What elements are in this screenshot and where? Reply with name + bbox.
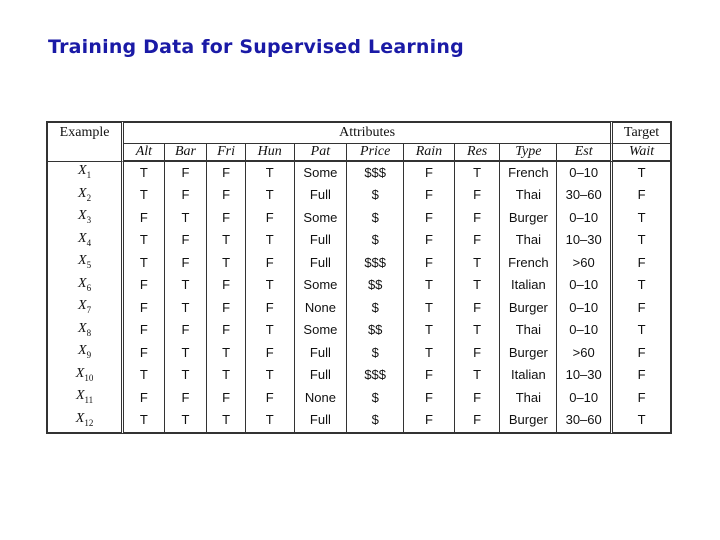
table-row — [46, 275, 672, 298]
column-header-price: Price — [347, 144, 404, 162]
cell-bar: T — [165, 365, 208, 388]
example-id-cell: $X_2$ — [46, 185, 124, 208]
cell-price: $ — [347, 342, 404, 365]
cell-price: $$ — [347, 275, 404, 298]
cell-pat: Some — [295, 320, 348, 343]
cell-res: T — [455, 320, 501, 343]
cell-alt: T — [124, 162, 165, 185]
example-id-cell: $X_1$ — [46, 162, 124, 185]
cell-est: 30–60 — [557, 185, 613, 208]
cell-est: >60 — [557, 252, 613, 275]
cell-hun: F — [246, 387, 295, 410]
cell-bar: T — [165, 275, 208, 298]
cell-fri: F — [207, 320, 246, 343]
cell-est: 0–10 — [557, 387, 613, 410]
cell-rain: F — [404, 185, 455, 208]
cell-alt: T — [124, 410, 165, 435]
cell-wait: F — [613, 297, 672, 320]
cell-res: F — [455, 410, 501, 435]
table-row — [46, 410, 672, 435]
cell-hun: T — [246, 162, 295, 185]
cell-est: 30–60 — [557, 410, 613, 435]
table-row — [46, 207, 672, 230]
cell-alt: F — [124, 342, 165, 365]
cell-wait: T — [613, 320, 672, 343]
example-header: Example — [46, 121, 124, 162]
table-row — [46, 297, 672, 320]
cell-pat: Some — [295, 207, 348, 230]
cell-price: $$$ — [347, 365, 404, 388]
cell-res: T — [455, 162, 501, 185]
table-row — [46, 230, 672, 253]
cell-alt: F — [124, 320, 165, 343]
cell-type: Thai — [500, 230, 557, 253]
example-id-cell: $X_{10}$ — [46, 365, 124, 388]
table-row — [46, 342, 672, 365]
cell-alt: F — [124, 297, 165, 320]
cell-price: $ — [347, 185, 404, 208]
cell-price: $$ — [347, 320, 404, 343]
cell-pat: None — [295, 387, 348, 410]
cell-price: $ — [347, 410, 404, 435]
example-id-cell: $X_7$ — [46, 297, 124, 320]
cell-res: F — [455, 342, 501, 365]
cell-alt: F — [124, 275, 165, 298]
cell-wait: T — [613, 162, 672, 185]
cell-price: $ — [347, 387, 404, 410]
cell-est: >60 — [557, 342, 613, 365]
cell-hun: T — [246, 410, 295, 435]
cell-fri: T — [207, 252, 246, 275]
cell-type: Italian — [500, 365, 557, 388]
cell-type: Burger — [500, 410, 557, 435]
attributes-header: Attributes — [124, 121, 613, 144]
cell-type: Italian — [500, 275, 557, 298]
cell-rain: F — [404, 410, 455, 435]
cell-rain: T — [404, 342, 455, 365]
column-header-wait: Wait — [613, 144, 672, 162]
cell-pat: Some — [295, 162, 348, 185]
table-row — [46, 252, 672, 275]
cell-wait: F — [613, 342, 672, 365]
training-data-table — [46, 121, 672, 434]
cell-fri: F — [207, 207, 246, 230]
cell-res: F — [455, 297, 501, 320]
cell-pat: None — [295, 297, 348, 320]
column-header-pat: Pat — [295, 144, 348, 162]
cell-rain: F — [404, 365, 455, 388]
cell-hun: F — [246, 207, 295, 230]
table-body — [46, 162, 672, 434]
example-id-cell: $X_5$ — [46, 252, 124, 275]
table-row — [46, 185, 672, 208]
table-row — [46, 162, 672, 185]
example-id-cell: $X_9$ — [46, 342, 124, 365]
cell-bar: T — [165, 342, 208, 365]
cell-bar: F — [165, 387, 208, 410]
cell-type: Burger — [500, 297, 557, 320]
cell-est: 0–10 — [557, 275, 613, 298]
cell-price: $ — [347, 230, 404, 253]
column-header-type: Type — [500, 144, 557, 162]
cell-wait: T — [613, 410, 672, 435]
cell-fri: T — [207, 342, 246, 365]
column-header-rain: Rain — [404, 144, 455, 162]
cell-rain: T — [404, 297, 455, 320]
cell-price: $ — [347, 207, 404, 230]
cell-hun: T — [246, 365, 295, 388]
table-row — [46, 387, 672, 410]
cell-rain: F — [404, 230, 455, 253]
cell-wait: F — [613, 185, 672, 208]
cell-fri: T — [207, 410, 246, 435]
cell-fri: F — [207, 387, 246, 410]
column-header-alt: Alt — [124, 144, 165, 162]
cell-hun: F — [246, 297, 295, 320]
cell-bar: T — [165, 297, 208, 320]
table-row — [46, 365, 672, 388]
example-id-cell: $X_8$ — [46, 320, 124, 343]
cell-pat: Full — [295, 230, 348, 253]
cell-type: French — [500, 252, 557, 275]
cell-type: Burger — [500, 207, 557, 230]
cell-type: Burger — [500, 342, 557, 365]
example-id-cell: $X_{12}$ — [46, 410, 124, 435]
cell-alt: T — [124, 252, 165, 275]
cell-rain: F — [404, 207, 455, 230]
cell-res: T — [455, 252, 501, 275]
cell-type: Thai — [500, 387, 557, 410]
cell-alt: F — [124, 207, 165, 230]
cell-price: $$$ — [347, 162, 404, 185]
cell-est: 10–30 — [557, 230, 613, 253]
cell-res: F — [455, 230, 501, 253]
cell-res: T — [455, 275, 501, 298]
cell-bar: T — [165, 207, 208, 230]
cell-hun: F — [246, 342, 295, 365]
cell-price: $$$ — [347, 252, 404, 275]
cell-wait: T — [613, 230, 672, 253]
example-id-cell: $X_6$ — [46, 275, 124, 298]
example-id-cell: $X_3$ — [46, 207, 124, 230]
cell-est: 0–10 — [557, 297, 613, 320]
cell-type: Thai — [500, 320, 557, 343]
cell-fri: T — [207, 230, 246, 253]
attribute-header-row — [46, 144, 672, 162]
slide-title: Training Data for Supervised Learning — [48, 36, 464, 58]
example-id-cell: $X_4$ — [46, 230, 124, 253]
cell-wait: T — [613, 275, 672, 298]
cell-pat: Full — [295, 252, 348, 275]
cell-wait: T — [613, 207, 672, 230]
cell-type: Thai — [500, 185, 557, 208]
cell-alt: T — [124, 230, 165, 253]
cell-res: F — [455, 387, 501, 410]
cell-bar: F — [165, 320, 208, 343]
column-header-res: Res — [455, 144, 501, 162]
cell-est: 10–30 — [557, 365, 613, 388]
column-header-fri: Fri — [207, 144, 246, 162]
cell-est: 0–10 — [557, 162, 613, 185]
cell-hun: T — [246, 185, 295, 208]
cell-est: 0–10 — [557, 207, 613, 230]
cell-alt: F — [124, 387, 165, 410]
cell-fri: F — [207, 185, 246, 208]
cell-alt: T — [124, 185, 165, 208]
column-header-est: Est — [557, 144, 613, 162]
table-row — [46, 320, 672, 343]
cell-rain: T — [404, 320, 455, 343]
example-id-cell: $X_{11}$ — [46, 387, 124, 410]
cell-pat: Full — [295, 410, 348, 435]
cell-rain: F — [404, 387, 455, 410]
cell-hun: T — [246, 320, 295, 343]
cell-pat: Full — [295, 185, 348, 208]
cell-pat: Some — [295, 275, 348, 298]
cell-price: $ — [347, 297, 404, 320]
cell-fri: T — [207, 365, 246, 388]
cell-fri: F — [207, 297, 246, 320]
cell-res: F — [455, 185, 501, 208]
cell-rain: F — [404, 252, 455, 275]
cell-rain: T — [404, 275, 455, 298]
cell-rain: F — [404, 162, 455, 185]
group-header-row — [46, 121, 672, 144]
cell-type: French — [500, 162, 557, 185]
cell-hun: T — [246, 230, 295, 253]
column-header-hun: Hun — [246, 144, 295, 162]
cell-bar: F — [165, 252, 208, 275]
cell-bar: F — [165, 185, 208, 208]
cell-bar: T — [165, 410, 208, 435]
column-header-bar: Bar — [165, 144, 208, 162]
cell-res: F — [455, 207, 501, 230]
cell-pat: Full — [295, 365, 348, 388]
cell-fri: F — [207, 162, 246, 185]
cell-alt: T — [124, 365, 165, 388]
target-header: Target — [613, 121, 672, 144]
cell-est: 0–10 — [557, 320, 613, 343]
cell-wait: F — [613, 252, 672, 275]
cell-bar: F — [165, 230, 208, 253]
cell-pat: Full — [295, 342, 348, 365]
cell-res: T — [455, 365, 501, 388]
cell-wait: F — [613, 387, 672, 410]
cell-hun: T — [246, 275, 295, 298]
cell-fri: F — [207, 275, 246, 298]
cell-bar: F — [165, 162, 208, 185]
cell-hun: F — [246, 252, 295, 275]
cell-wait: F — [613, 365, 672, 388]
